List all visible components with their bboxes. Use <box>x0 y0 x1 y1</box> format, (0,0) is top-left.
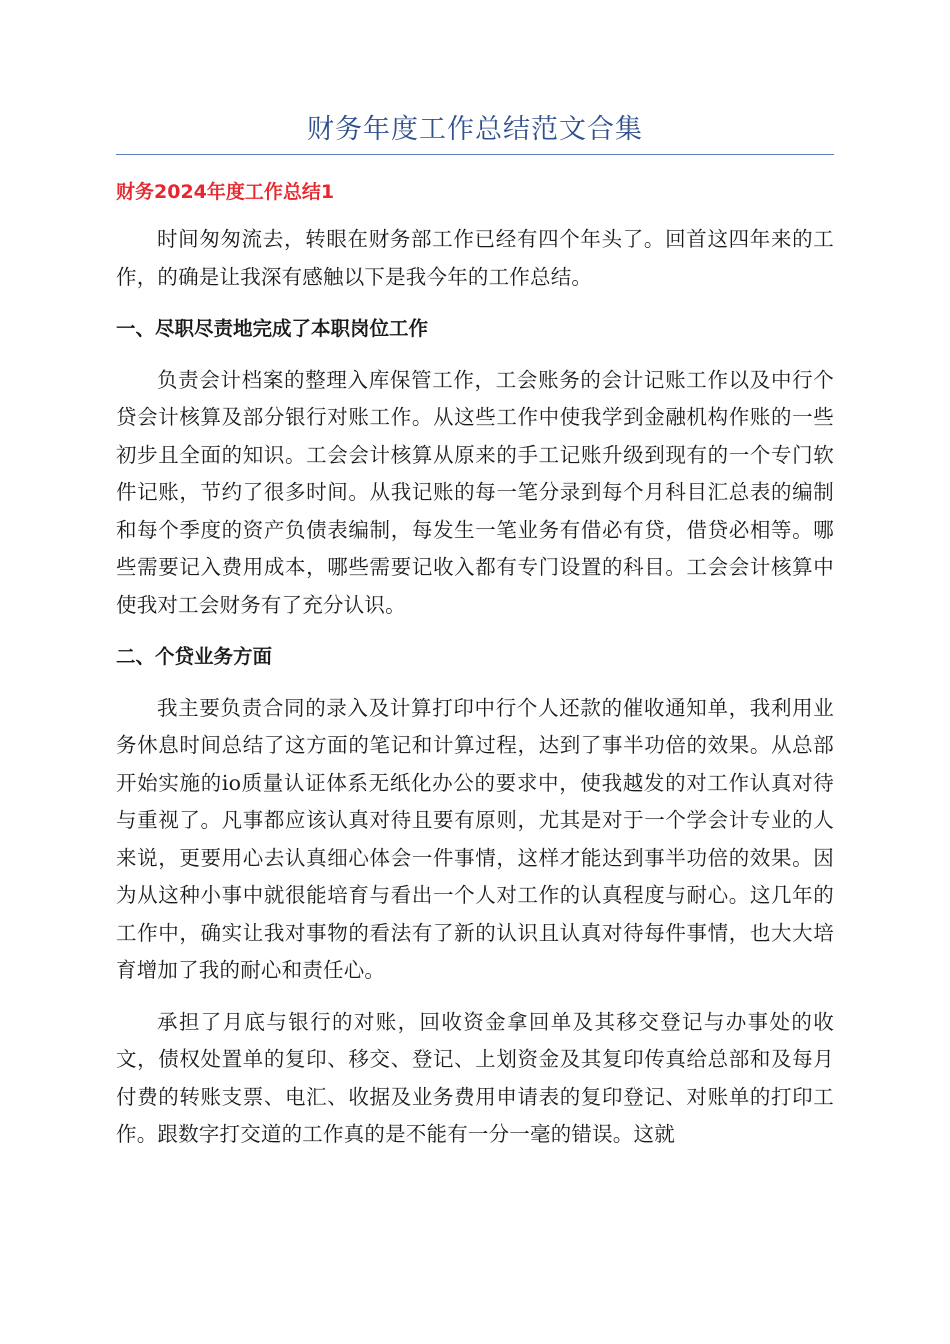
document-page <box>116 110 834 1154</box>
document-title: 财务年度工作总结范文合集 <box>116 110 834 155</box>
loan-paragraph: 我主要负责合同的录入及计算打印中行个人还款的催收通知单，我利用业务休息时间总结了这方面的笔记和计算过程，达到了事半功倍的效果。从总部开始实施的io质量认证体系无纸化办公的要求中，使我越发的对工作认真对待与重视了。凡事都应该认真对待且要有原则，尤其是对于一个学会计专业的人来说，更要用心去认真细心体会一件事情，这样才能达到事半功倍的效果。因为从这种小事中就很能培育与看出一个人对工作的认真程度与耐心。这几年的工作中，确实让我对事物的看法有了新的认识且认真对待每件事情，也大大培育增加了我的耐心和责任心。 <box>116 695 834 982</box>
duties-paragraph: 负责会计档案的整理入库保管工作，工会账务的会计记账工作以及中行个贷会计核算及部分银行对账工作。从这些工作中使我学到金融机构作账的一些初步且全面的知识。工会会计核算从原来的手工记账升级到现有的一个专门软件记账，节约了很多时间。从我记账的每一笔分录到每个月科目汇总表的编制和每个季度的资产负债表编制，每发生一笔业务有借必有贷，借贷必相等。哪些需要记入费用成本，哪些需要记收入都有专门设置的科目。工会会计核算中使我对工会财务有了充分认识。 <box>116 367 834 617</box>
intro-paragraph: 时间匆匆流去，转眼在财务部工作已经有四个年头了。回首这四年来的工作，的确是让我深有感触以下是我今年的工作总结。 <box>116 227 834 289</box>
reconciliation-paragraph: 承担了月底与银行的对账，回收资金拿回单及其移交登记与办事处的收文，债权处置单的复印、移交、登记、上划资金及其复印传真给总部和及每月付费的转账支票、电汇、收据及业务费用申请表的复印登记、对账单的打印工作。跟数字打交道的工作真的是不能有一分一毫的错误。这就 <box>116 1009 834 1146</box>
heading-loan-business: 二、个贷业务方面 <box>116 645 273 668</box>
section-title: 财务2024年度工作总结1 <box>116 181 335 203</box>
heading-duties: 一、尽职尽责地完成了本职岗位工作 <box>116 317 429 340</box>
